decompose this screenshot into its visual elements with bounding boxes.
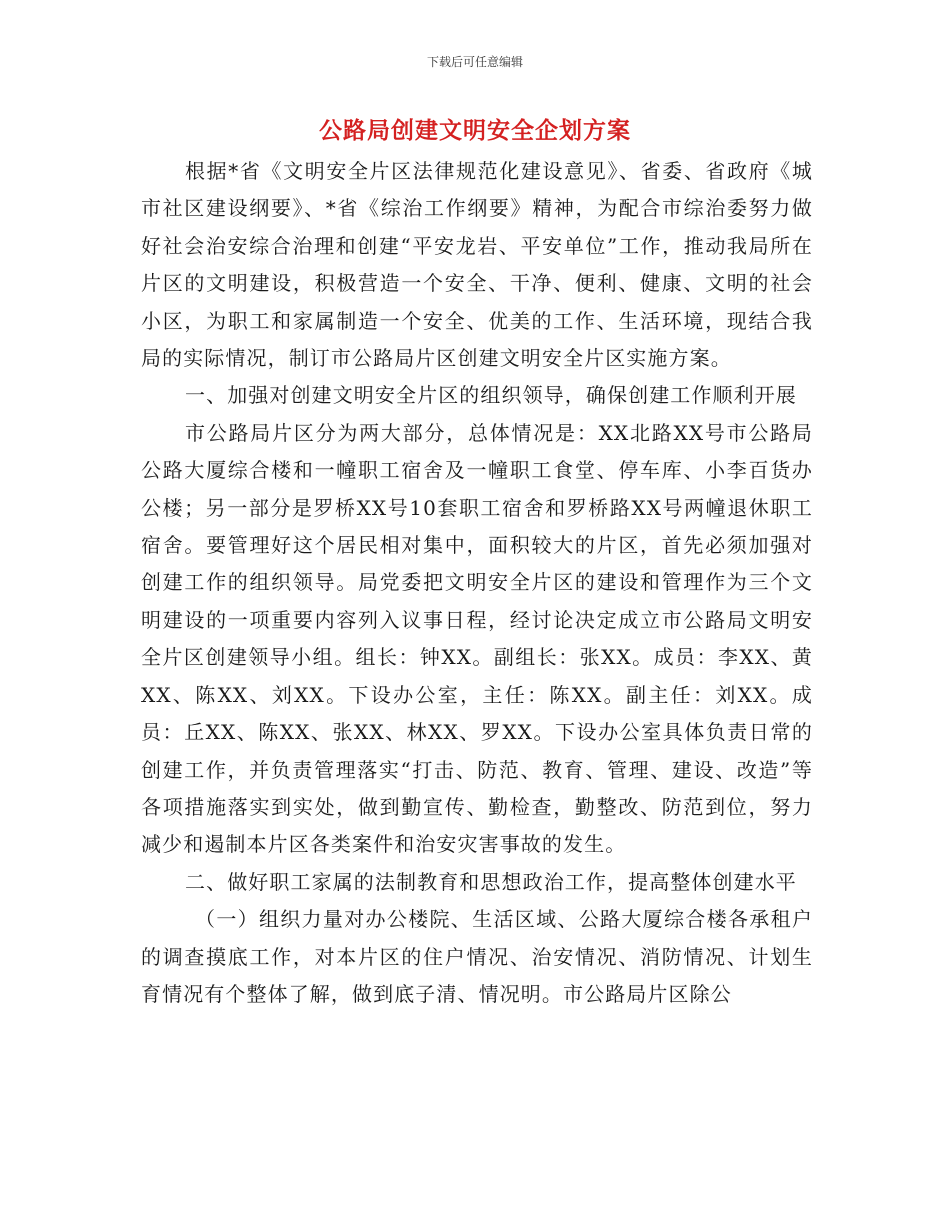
paragraph-section-1: 市公路局片区分为两大部分，总体情况是：XX北路XX号市公路局公路大厦综合楼和一幢职工宿舍及一幢职工食堂、停车库、小李百货办公楼；另一部分是罗桥XX号10套职工宿舍和罗桥路XX号两幢退休职工宿舍。要管理好这个居民相对集中，面积较大的片区，首先必须加强对创建工作的组织领导。局党委把文明安全片区的建设和管理作为三个文明建设的一项重要内容列入议事日程，经讨论决定成立市公路局文明安全片区创建领导小组。组长：钟XX。副组长：张XX。成员：李XX、黄XX、陈XX、刘XX。下设办公室，主任：陈XX。副主任：刘XX。成员：丘XX、陈XX、张XX、林XX、罗XX。下设办公室具体负责日常的创建工作，并负责管理落实“打击、防范、教育、管理、建设、改造”等各项措施落实到实处，做到勤宣传、勤检查，勤整改、防范到位，努力减少和遏制本片区各类案件和治安灾害事故的发生。 xyxy=(141,420,813,857)
section-heading-2: 二、做好职工家属的法制教育和思想政治工作，提高整体创建水平 xyxy=(185,869,797,894)
page-header: 下载后可任意编辑 xyxy=(426,55,523,69)
document-body xyxy=(141,153,813,1013)
document-title: 公路局创建文明安全企划方案 xyxy=(319,117,631,144)
paragraph-intro: 根据*省《文明安全片区法律规范化建设意见》、省委、省政府《城市社区建设纲要》、*省《综治工作纲要》精神，为配合市综治委努力做好社会治安综合治理和创建“平安龙岩、平安单位”工作，推动我局所在片区的文明建设，积极营造一个安全、干净、便利、健康、文明的社会小区，为职工和家属制造一个安全、优美的工作、生活环境，现结合我局的实际情况，制订市公路局片区创建文明安全片区实施方案。 xyxy=(141,159,813,371)
paragraph-subsection-1: （一）组织力量对办公楼院、生活区域、公路大厦综合楼各承租户的调查摸底工作，对本片区的住户情况、治安情况、消防情况、计划生育情况有个整体了解，做到底子清、情况明。市公路局片区除公 xyxy=(141,907,813,1006)
section-heading-1: 一、加强对创建文明安全片区的组织领导，确保创建工作顺利开展 xyxy=(185,383,797,408)
